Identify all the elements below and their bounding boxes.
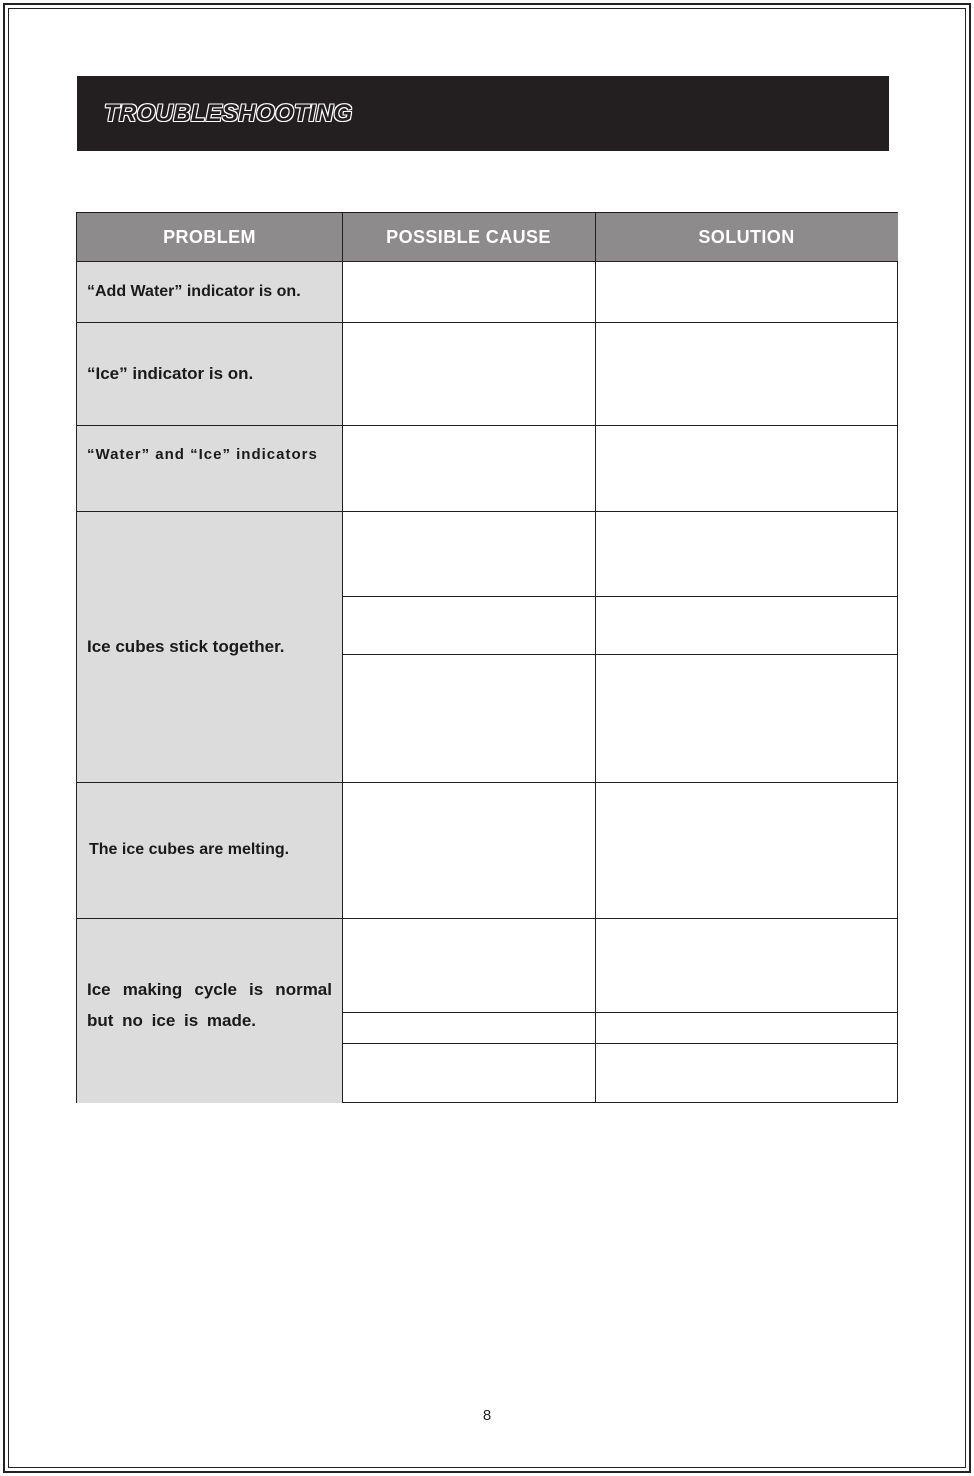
page-number: 8 xyxy=(482,1407,492,1424)
row-divider xyxy=(77,425,898,426)
title-banner xyxy=(77,76,889,151)
column-divider xyxy=(595,213,596,1103)
problem-ice-melting: The ice cubes are melting. xyxy=(89,841,290,858)
problem-add-water: “Add Water” indicator is on. xyxy=(87,282,301,300)
problem-ice-stick-together: Ice cubes stick together. xyxy=(87,636,285,656)
problem-cell xyxy=(77,918,342,1103)
row-divider xyxy=(77,261,898,262)
problem-cell xyxy=(77,782,342,918)
column-divider xyxy=(342,213,343,1103)
page-title: TROUBLESHOOTING xyxy=(104,100,353,127)
problem-no-ice-made: Ice making cycle is normal but no ice is made. xyxy=(87,980,332,1030)
sub-row-divider xyxy=(342,1043,898,1044)
sub-row-divider xyxy=(342,1012,898,1013)
sub-row-divider xyxy=(342,596,898,597)
problem-cell xyxy=(77,425,342,511)
troubleshooting-table xyxy=(76,212,898,1103)
problem-ice-indicator: “Ice” indicator is on. xyxy=(87,363,254,383)
problem-cell xyxy=(77,322,342,425)
row-divider xyxy=(77,918,898,919)
row-divider xyxy=(77,511,898,512)
problem-cell xyxy=(77,511,342,782)
header-problem: PROBLEM xyxy=(77,213,342,261)
row-divider xyxy=(77,782,898,783)
row-divider xyxy=(77,322,898,323)
sub-row-divider xyxy=(342,654,898,655)
header-possible-cause: POSSIBLE CAUSE xyxy=(342,213,595,261)
problem-water-ice-indicators: “Water” and “Ice” indicators xyxy=(87,446,318,463)
problem-cell xyxy=(77,261,342,322)
header-solution: SOLUTION xyxy=(595,213,898,261)
